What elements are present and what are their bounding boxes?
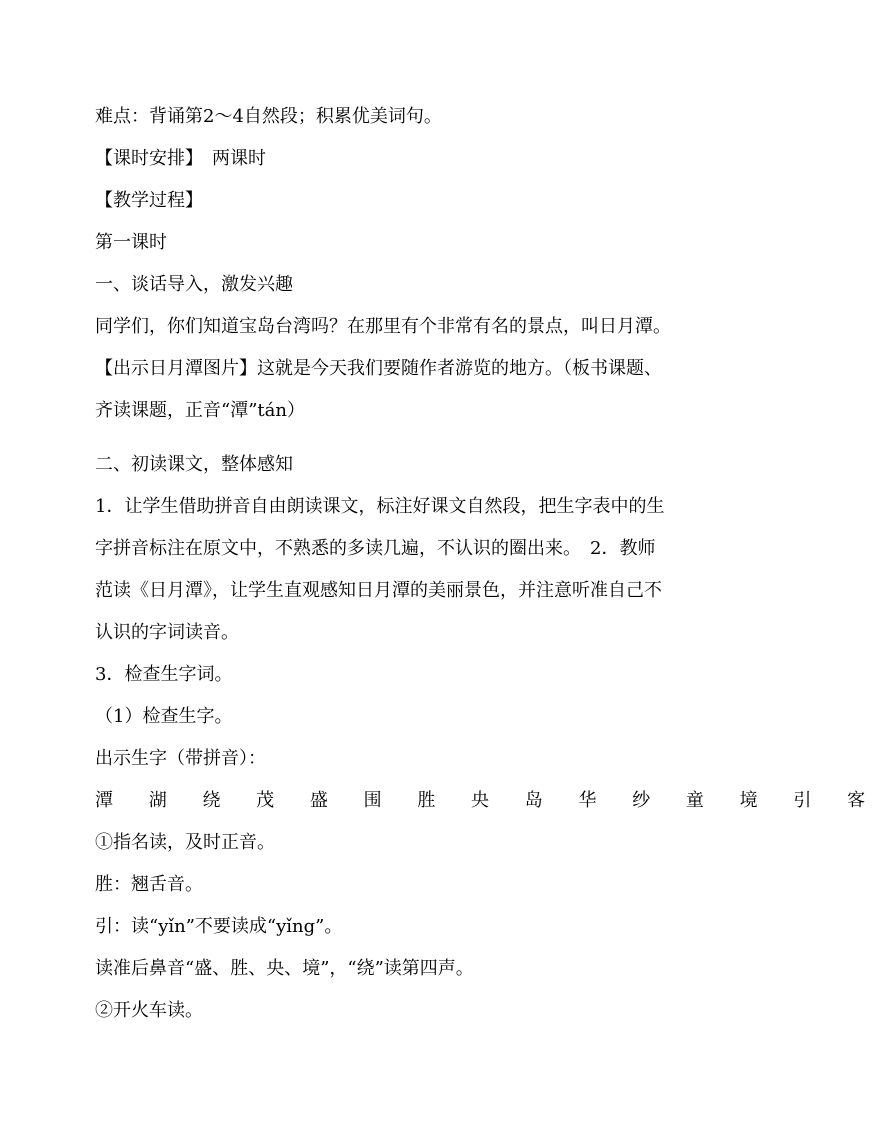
lesson-one-heading: 第一课时 <box>95 232 167 253</box>
show-chars-line: 出示生字（带拼音）： <box>95 748 266 769</box>
paragraph-line: 同学们，你们知道宝岛台湾吗？在那里有个非常有名的景点，叫日月潭。 <box>95 316 671 337</box>
difficulty-line: 难点：背诵第2～4自然段；积累优美词句。 <box>95 106 442 127</box>
check-words-line: 3．检查生字词。 <box>95 664 233 685</box>
paragraph-line: 【出示日月潭图片】这就是今天我们要随作者游览的地方。（板书课题、 <box>95 358 662 379</box>
list-item: ②开火车读。 <box>95 1000 203 1021</box>
paragraph-line: 字拼音标注在原文中，不熟悉的多读几遍，不认识的圈出来。 2．教师 <box>95 538 656 559</box>
process-heading: 【教学过程】 <box>95 190 203 211</box>
section-one-heading: 一、谈话导入，激发兴趣 <box>95 274 293 295</box>
list-item: 引：读“yǐn”不要读成“yǐng”。 <box>95 916 343 937</box>
new-characters-list: 潭 湖 绕 茂 盛 围 胜 央 岛 华 纱 童 境 引 客 <box>95 790 880 811</box>
section-two-heading: 二、初读课文，整体感知 <box>95 454 293 475</box>
paragraph-line: 认识的字词读音。 <box>95 622 239 643</box>
list-item: 读准后鼻音“盛、胜、央、境”，“绕”读第四声。 <box>95 958 474 979</box>
list-item: ①指名读，及时正音。 <box>95 832 275 853</box>
schedule-heading: 【课时安排】 两课时 <box>95 148 266 169</box>
paragraph-line: 1．让学生借助拼音自由朗读课文，标注好课文自然段，把生字表中的生 <box>95 496 665 517</box>
check-chars-line: （1）检查生字。 <box>95 706 233 727</box>
paragraph-line: 范读《日月潭》，让学生直观感知日月潭的美丽景色，并注意听准自己不 <box>95 580 662 601</box>
list-item: 胜：翘舌音。 <box>95 874 203 895</box>
paragraph-line: 齐读课题，正音“潭”tán） <box>95 400 305 421</box>
